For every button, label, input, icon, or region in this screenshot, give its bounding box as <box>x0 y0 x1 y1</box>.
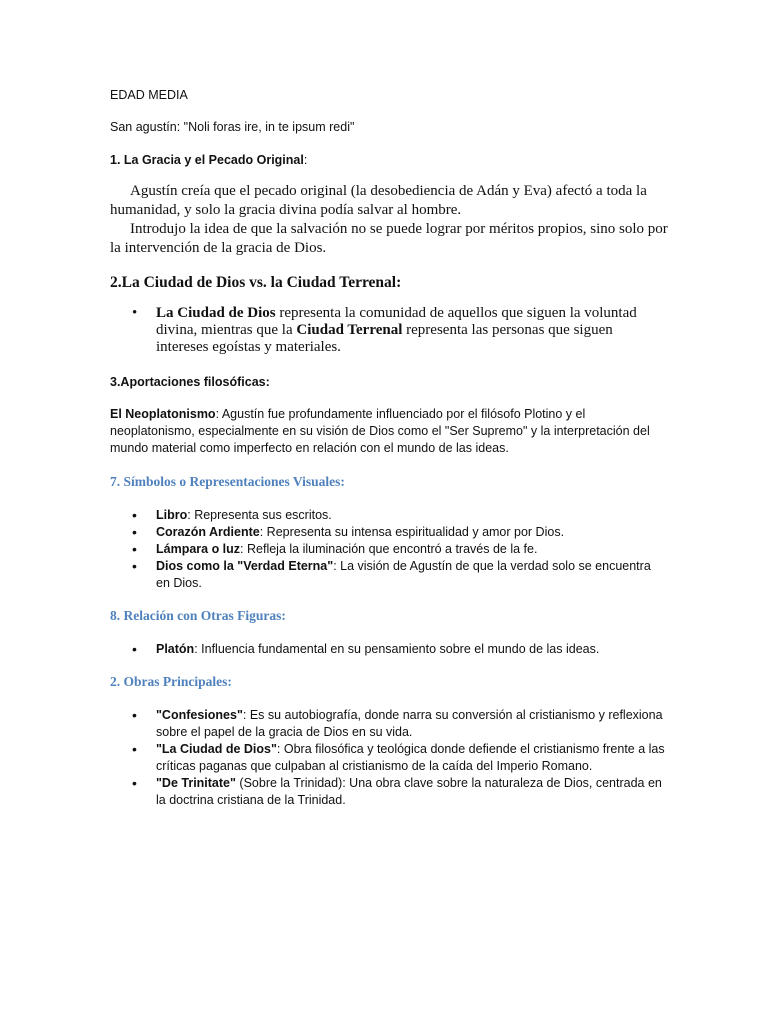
list-item <box>110 641 668 658</box>
item-text: representa la comunidad de aquellos que siguen la voluntad divina, mientras que la <box>156 305 637 338</box>
section8-heading: 8. Relación con Otras Figuras: <box>110 608 286 623</box>
list-item <box>110 741 668 775</box>
item-term: Libro <box>156 508 188 522</box>
list-item <box>110 305 668 356</box>
section7-list <box>110 507 668 592</box>
item-term: Dios como la "Verdad Eterna" <box>156 559 334 573</box>
section3-heading: 3.Aportaciones filosóficas: <box>110 375 270 389</box>
item-text: : Es su autobiografía, donde narra su conversión al cristianismo y reflexiona sobre el papel de la gracia de Dios en su vida. <box>156 708 663 739</box>
item-term: Corazón Ardiente <box>156 525 260 539</box>
section1-heading-text: 1. La Gracia y el Pecado Original <box>110 153 304 167</box>
item-term: "La Ciudad de Dios" <box>156 742 277 756</box>
section1-paragraph-1: Agustín creía que el pecado original (la desobediencia de Adán y Eva) afectó a toda la humanidad, y solo la gracia divina podía salvar al hombre. <box>110 183 647 218</box>
section1-paragraph-2: Introdujo la idea de que la salvación no se puede lograr por méritos propios, sino solo por la intervención de la gracia de Dios. <box>110 221 668 256</box>
item-text: : Representa su intensa espiritualidad y amor por Dios. <box>259 525 565 539</box>
section3-text: : Agustín fue profundamente influenciado por el filósofo Plotino y el neoplatonismo, especialmente en su visión de Dios como el "Ser Supremo" y la interpretación del mundo material como imperfecto en relación con el mundo de las ideas. <box>110 407 650 455</box>
list-item <box>110 558 668 592</box>
item-text: (Sobre la Trinidad): Una obra clave sobre la naturaleza de Dios, centrada en la doctrina cristiana de la Trinidad. <box>156 776 662 807</box>
quote-line: San agustín: "Noli foras ire, in te ipsum redi" <box>110 120 355 134</box>
section1-body <box>110 182 668 258</box>
item-term: "Confesiones" <box>156 708 243 722</box>
item-text: : Obra filosófica y teológica donde defiende el cristianismo frente a las críticas paganas que culpaban al cristianismo de la caída del Imperio Romano. <box>156 742 665 773</box>
section2-list <box>110 305 668 356</box>
section7-heading: 7. Símbolos o Representaciones Visuales: <box>110 474 345 489</box>
section1-heading-suffix: : <box>303 153 308 167</box>
section3-term: El Neoplatonismo <box>110 407 216 421</box>
section3-body <box>110 406 668 457</box>
item-text: : Representa sus escritos. <box>187 508 332 522</box>
obras-list <box>110 707 668 809</box>
item-term: "De Trinitate" <box>156 776 236 790</box>
list-item <box>110 775 668 809</box>
section1-heading <box>110 152 668 169</box>
list-item <box>110 524 668 541</box>
item-term: Ciudad Terrenal <box>296 322 403 338</box>
document-title: EDAD MEDIA <box>110 88 188 102</box>
list-item <box>110 507 668 524</box>
item-text: : Refleja la iluminación que encontró a través de la fe. <box>240 542 538 556</box>
item-term: Platón <box>156 642 195 656</box>
list-item <box>110 541 668 558</box>
item-text: : La visión de Agustín de que la verdad solo se encuentra en Dios. <box>156 559 651 590</box>
item-text: : Influencia fundamental en su pensamiento sobre el mundo de las ideas. <box>194 642 600 656</box>
list-item <box>110 707 668 741</box>
item-term: La Ciudad de Dios <box>156 305 276 321</box>
section2-heading: 2.La Ciudad de Dios vs. la Ciudad Terrenal: <box>110 274 402 291</box>
item-text: representa las personas que siguen intereses egoístas y materiales. <box>156 322 613 355</box>
obras-heading: 2. Obras Principales: <box>110 674 232 689</box>
item-term: Lámpara o luz <box>156 542 241 556</box>
section8-list <box>110 641 668 658</box>
